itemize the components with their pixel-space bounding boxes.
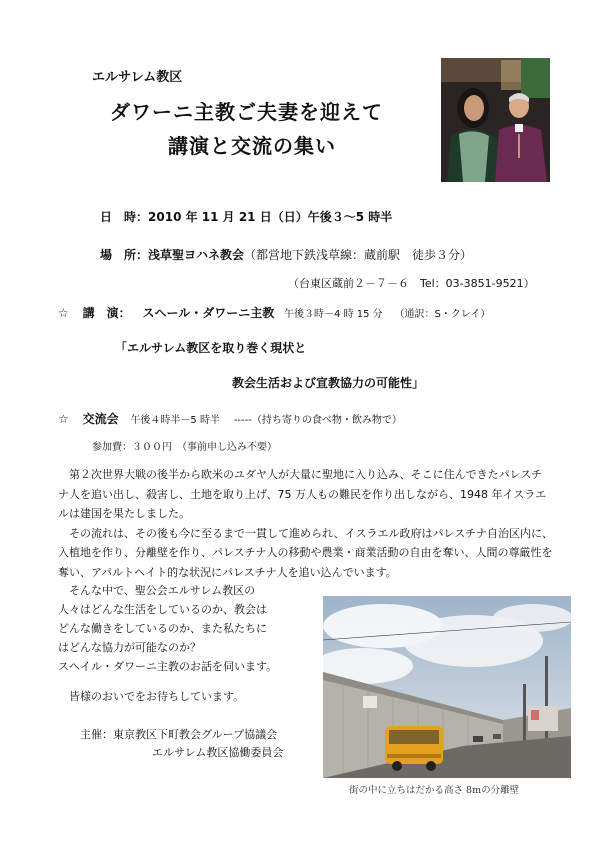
lecture-time: 午後３時－4 時 15 分: [284, 309, 383, 320]
organizer-label: 主催：: [80, 728, 113, 741]
date-label: 日 時：: [100, 210, 149, 224]
lecture-label: 講 演：: [82, 306, 131, 320]
photo-caption: 街の中に立ちはだかる高さ 8mの分離壁: [349, 785, 520, 796]
para3-line5: スヘイル・ダワーニ主教のお話を伺います。: [58, 660, 278, 673]
event-title-line2: 講演と交流の集い: [168, 134, 336, 158]
para3-line2: 人々はどんな生活をしているのか、教会は: [58, 603, 267, 616]
para3-line1: そんな中で、聖公会エルサレム教区の: [69, 584, 256, 597]
lecture-row: [58, 304, 490, 321]
organizer-line1: [80, 726, 277, 742]
social-label: 交流会: [82, 412, 119, 426]
body-paragraph-3: [58, 581, 303, 676]
lecture-theme-line2: 教会生活および宣教協力の可能性」: [232, 376, 425, 390]
place-label: 場 所：: [100, 248, 149, 262]
diocese-name: エルサレム教区: [92, 70, 183, 85]
lecture-theme-line1: 「エルサレム教区を取り巻く現状と: [115, 341, 307, 355]
event-title-line1: ダワーニ主教ご夫妻を迎えて: [110, 100, 383, 124]
bishop-couple-photo: [441, 58, 550, 182]
lecture-interpreter: （通訳：S・クレイ）: [394, 309, 491, 320]
event-date: [100, 208, 392, 225]
participation-fee: 参加費：３００円 （事前申し込み不要）: [92, 442, 277, 453]
lecture-speaker: スヘール・ダワーニ主教: [142, 306, 275, 320]
date-value: 2010 年 11 月 21 日（日）午後３～5 時半: [148, 210, 393, 224]
social-note: -----（持ち寄りの食べ物・飲み物で）: [233, 415, 402, 426]
body-paragraph-2: その流れは、その後も今に至るまで一貫して進められ、イスラエル政府はパレスチナ自治区内に、入植地を作り、分離壁を作り、パレスチナ人の移動や農業・商業活動の自由を奪い、人間の尊厳性を奪い、アパルトヘイト的な状況にパレスチナ人を追い込んでいます。: [58, 526, 553, 579]
place-value: 浅草聖ヨハネ教会: [148, 248, 245, 262]
social-star-icon: ☆: [58, 412, 69, 426]
body-paragraph-1: 第２次世界大戦の後半から欧米のユダヤ人が大量に聖地に入り込み、そこに住んできたパレスチナ人を追い出し、殺害し、土地を取り上げ、75 万人もの難民を作り出しながら、1948 年イスラエルは建国を果たしました。: [58, 468, 547, 521]
event-place: [100, 246, 472, 263]
social-time: 午後４時半－5 時半: [130, 415, 220, 426]
body-text: [58, 465, 553, 583]
separation-wall-photo: [323, 596, 571, 778]
para3-line3: どんな働きをしているのか、また私たちに: [58, 622, 267, 635]
place-address: （台東区蔵前２－７－６ Tel：03-3851-9521）: [288, 277, 535, 290]
organizer-name-2: エルサレム教区協働委員会: [152, 746, 284, 759]
lecture-star-icon: ☆: [58, 306, 69, 320]
organizer-name-1: 東京教区下町教会グループ協議会: [113, 728, 278, 741]
welcome-text: 皆様のおいでをお待ちしています。: [69, 690, 245, 703]
para3-line4: はどんな協力が可能なのか？: [58, 641, 201, 654]
social-row: [58, 410, 402, 427]
place-access: （都営地下鉄浅草線：蔵前駅 徒歩３分）: [244, 248, 473, 262]
